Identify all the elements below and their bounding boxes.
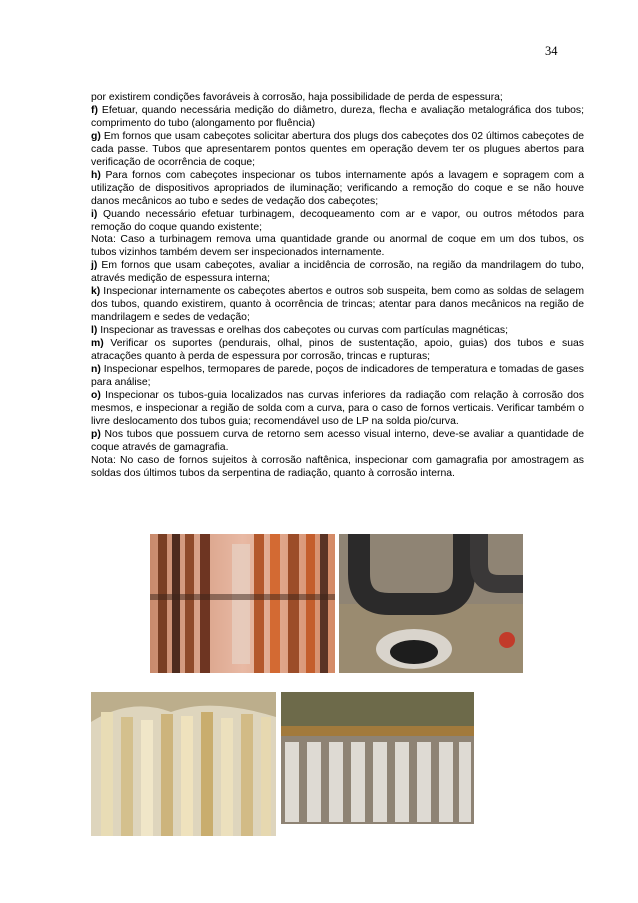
page-number: 34 bbox=[545, 44, 558, 58]
item-label: j) bbox=[91, 260, 98, 272]
paragraph-text: Para fornos com cabeçotes inspecionar os tubos internamente após a lavagem e sopragem com a utilização de dispositivos apropriados de iluminação; verificando a remoção do coque e se não houve danos mecânicos ao tubo e sedes de vedação dos cabeçotes; bbox=[91, 169, 584, 207]
paragraph bbox=[91, 364, 584, 390]
paragraph bbox=[91, 92, 584, 105]
body-text bbox=[91, 92, 584, 481]
paragraph-text: Verificar os suportes (pendurais, olhal, pinos de sustentação, apoio, guias) dos tubos e suas atracações quanto à perda de espessura por corrosão, trincas e rupturas; bbox=[91, 338, 584, 363]
paragraph bbox=[91, 455, 584, 481]
item-label: h) bbox=[91, 169, 101, 181]
photo-tube-guides bbox=[91, 692, 276, 836]
paragraph bbox=[91, 234, 584, 260]
paragraph-text: Efetuar, quando necessária medição do diâmetro, dureza, flecha e avaliação metalográfica dos tubos; comprimento do tubo (alongamento por fluência) bbox=[91, 104, 584, 129]
paragraph-text: Em fornos que usam cabeçotes, avaliar a incidência de corrosão, na região da mandrilagem do tubo, através medição de espessura interna; bbox=[91, 260, 584, 285]
paragraph bbox=[91, 429, 584, 455]
paragraph-text: Inspecionar as travessas e orelhas dos cabeçotes ou curvas com partículas magnéticas; bbox=[97, 325, 508, 337]
paragraph-text: Inspecionar os tubos-guia localizados nas curvas inferiores da radiação com relação à corrosão dos mesmos, e inspecionar a região de solda com a curva, para o caso de fornos verticais. Verificar também o livre deslocamento dos tubos guia; recomendável uso de LP na solda pio/curva. bbox=[91, 389, 584, 427]
paragraph bbox=[91, 286, 584, 325]
paragraph bbox=[91, 325, 584, 338]
paragraph bbox=[91, 170, 584, 209]
item-label: i) bbox=[91, 208, 98, 220]
item-label: f) bbox=[91, 104, 98, 116]
paragraph bbox=[91, 338, 584, 364]
item-label: n) bbox=[91, 364, 101, 376]
paragraph bbox=[91, 390, 584, 429]
paragraph-text: Nota: No caso de fornos sujeitos à corrosão naftênica, inspecionar com gamagrafia por amostragem as soldas dos últimos tubos da serpentina de radiação, quanto à corrosão interna. bbox=[91, 454, 584, 479]
paragraph-text: por existirem condições favoráveis à corrosão, haja possibilidade de perda de espessura; bbox=[91, 92, 503, 103]
paragraph-text: Inspecionar espelhos, termopares de parede, poços de indicadores de temperatura e tomadas de gases para análise; bbox=[91, 364, 584, 388]
paragraph-text: Inspecionar internamente os cabeçotes abertos e outros sob suspeita, bem como as soldas de selagem dos tubos, quando existirem, quanto à ocorrência de trincas; atentar para danos mecânicos na região de mandrilagem e sedes de vedação; bbox=[91, 286, 584, 324]
item-label: o) bbox=[91, 389, 101, 401]
paragraph bbox=[91, 105, 584, 131]
photo-return-bends bbox=[339, 534, 523, 673]
paragraph bbox=[91, 260, 584, 286]
item-label: l) bbox=[91, 325, 98, 337]
paragraph bbox=[91, 209, 584, 235]
item-label: k) bbox=[91, 286, 101, 298]
photo-furnace-tubes bbox=[150, 534, 335, 673]
item-label: g) bbox=[91, 130, 101, 142]
paragraph bbox=[91, 131, 584, 170]
photo-tube-supports bbox=[281, 692, 474, 824]
paragraph-text: Nota: Caso a turbinagem remova uma quantidade grande ou anormal de coque em um dos tubos, os tubos vizinhos também devem ser inspecionados internamente. bbox=[91, 234, 584, 259]
paragraph-text: Em fornos que usam cabeçotes solicitar abertura dos plugs dos cabeçotes dos 02 últimos cabeçotes de cada passe. Tubos que apresentarem pontos quentes em operação devem ter os plugues abertos para verificação de ocorrência de coque; bbox=[91, 130, 584, 168]
paragraph-text: Quando necessário efetuar turbinagem, decoqueamento com ar e vapor, ou outros métodos para remoção do coque quando existente; bbox=[91, 208, 584, 233]
item-label: p) bbox=[91, 428, 101, 440]
item-label: m) bbox=[91, 338, 104, 350]
paragraph-text: Nos tubos que possuem curva de retorno sem acesso visual interno, deve-se avaliar a quantidade de coque através de gamagrafia. bbox=[91, 428, 584, 453]
